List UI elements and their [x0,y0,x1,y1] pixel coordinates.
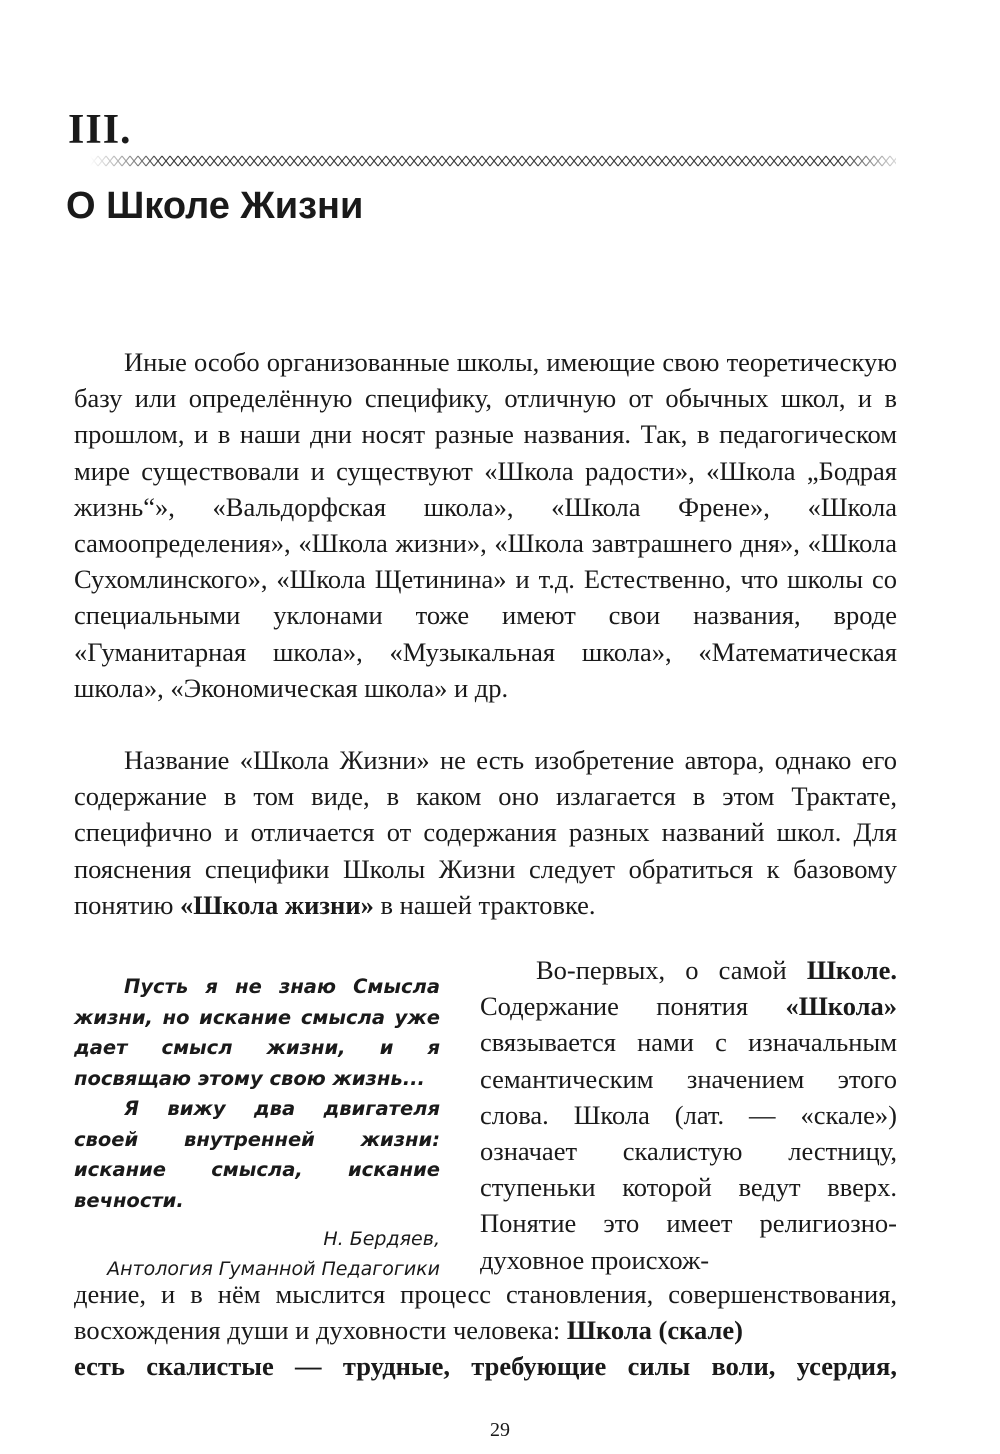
epigraph-attribution [74,1224,440,1284]
epigraph-quote: Я вижу два двигателя своей внутренней жизни: искание смысла, искание вечности. [74,1097,440,1212]
term-school-quoted: «Школа» [785,991,897,1022]
paragraph-text: Содержание понятия [480,991,786,1022]
paragraph-text: в нашей трактовке. [373,889,596,920]
paragraph-text: Во-первых, о самой [536,955,807,985]
term-school-of-life: «Школа жизни» [180,889,374,920]
paragraph-school-name [74,742,897,923]
paragraph-intro: Иные особо организованные школы, имеющие свою теоретическую базу или определённую специфику, отличную от обычных школ, и в прошлом, и в наши дни носят разные названия. Так, в педагогическом мире существовали и существуют «Школа радости», «Школа „Бодрая жизнь“», «Вальдорфская школа», «Школа Френе», «Школа самоопределения», «Школа жизни», «Школа завтрашнего дня», «Школа Сухомлинского», «Школа Щетинина» и т.д. Естественно, что школы со специальными уклонами тоже имеют свои названия, вроде «Гуманитарная школа», «Музыкальная школа», «Математическая школа», «Экономическая школа» и др. [74,347,897,703]
paragraph-first-point [480,952,897,1278]
ornament-divider [90,153,896,169]
paragraph-continuation [74,1276,897,1385]
epigraph-quote: Пусть я не знаю Смысла жизни, но искание смысла уже дает смысл жизни, и я посвящаю этому свою жизнь... [74,975,440,1090]
epigraph [74,972,440,1284]
chapter-number: III. [68,107,132,153]
chapter-title: О Школе Жизни [66,185,364,227]
page-number: 29 [490,1419,510,1441]
epigraph-author: Н. Бердяев, [323,1228,440,1250]
paragraph-text: связывается нами с изначальным семантическим значением этого слова. Школа (лат. — «скале») означает скалистую лестницу, ступеньки которой ведут вверх. Понятие это имеет религиозно-духовное происхож- [480,1027,897,1275]
epigraph-source: Антология Гуманной Педагогики [107,1258,440,1280]
term-school-skale: Школа (скале) [566,1315,743,1346]
definition-bold: есть скалистые — трудные, требующие силы воли, усердия, [74,1351,897,1382]
paragraph-text: Название «Школа Жизни» не есть изобретение автора, однако его содержание в том виде, в каком оно излагается в этом Трактате, специфично и отличается от содержания разных названий школ. Для пояснения специфики Школы Жизни следует обратиться к базовому понятию [74,745,897,920]
paragraph-text: дение, и в нём мыслится процесс становления, совершенствования, восхождения души и духовности человека: [74,1279,897,1346]
term-school: Школе. [806,955,897,985]
